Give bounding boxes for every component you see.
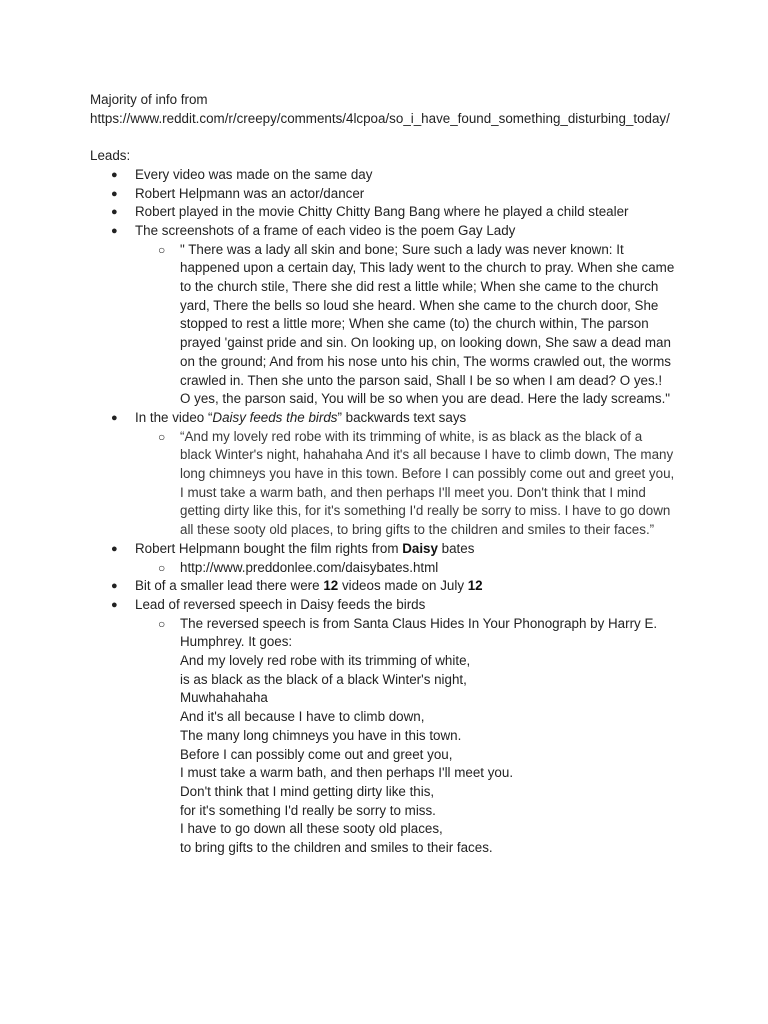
- lead-text: Lead of reversed speech in Daisy feeds the birds: [135, 596, 426, 612]
- bullet-icon: ●: [111, 168, 118, 181]
- backwards-sublist: [135, 428, 690, 540]
- lead-item-reversed-speech: [111, 596, 690, 858]
- lead-item-film-rights: [111, 540, 690, 577]
- poem-text: " There was a lady all skin and bone; Sure such a lady was never known: It happened upon a certain day, This lady went to the church to pray. When she came to the church stile, There she did rest a little while; When she came to the church yard, There the bells so loud she heard. When she came to the church door, She stopped to rest a little more; When she came (to) the church within, The parson prayed 'gainst pride and sin. On looking up, on looking down, She saw a dead man on the ground; And from his nose unto his chin, The worms crawled out, the worms crawled in. Then she unto the parson said, Shall I be so when I am dead? O yes.! O yes, the parson said, You will be so when you are dead. Here the lady screams.": [180, 241, 675, 407]
- leads-list: [90, 166, 690, 858]
- bullet-icon: ●: [111, 598, 118, 611]
- bullet-icon: ●: [111, 411, 118, 424]
- bullet-icon: ●: [111, 206, 118, 219]
- lead-item-poem: [111, 222, 690, 409]
- lead-text-post: bates: [437, 540, 475, 556]
- leads-heading: Leads:: [90, 148, 131, 164]
- source-label: Majority of info from: [90, 92, 208, 107]
- bold-daisy: Daisy: [402, 540, 438, 556]
- lead-item-twelve-videos: [111, 577, 690, 596]
- poem-sublist: [135, 241, 690, 409]
- backwards-text-item: [158, 428, 675, 540]
- bold-count: 12: [323, 578, 339, 594]
- source-url[interactable]: https://www.reddit.com/r/creepy/comments/4lcpoa/so_i_have_found_something_disturbing_today/: [90, 110, 670, 126]
- bullet-icon: ●: [111, 224, 118, 237]
- bullet-icon: ●: [111, 580, 118, 593]
- bold-day: 12: [467, 578, 483, 594]
- lead-text: Every video was made on the same day: [135, 166, 373, 182]
- hollow-bullet-icon: ○: [158, 429, 166, 444]
- lead-text-pre: Bit of a smaller lead there were: [135, 578, 324, 594]
- lead-item-same-day: [111, 166, 690, 185]
- reversed-speech-sublist: [135, 615, 690, 858]
- lead-text: Robert Helpmann was an actor/dancer: [135, 185, 365, 201]
- hollow-bullet-icon: ○: [158, 242, 166, 257]
- lead-text: The screenshots of a frame of each video is the poem Gay Lady: [135, 222, 516, 238]
- lead-item-movie: [111, 203, 690, 222]
- video-title: Daisy feeds the birds: [212, 409, 338, 425]
- hollow-bullet-icon: ○: [158, 560, 166, 575]
- film-rights-sublist: [135, 559, 690, 578]
- poem-text-item: [158, 241, 675, 409]
- bullet-icon: ●: [111, 542, 118, 555]
- lead-text-pre: Robert Helpmann bought the film rights from: [135, 540, 403, 556]
- bullet-icon: ●: [111, 187, 118, 200]
- lead-text: Robert played in the movie Chitty Chitty Bang Bang where he played a child stealer: [135, 204, 629, 220]
- hollow-bullet-icon: ○: [158, 616, 166, 631]
- reversed-speech-text: The reversed speech is from Santa Claus Hides In Your Phonograph by Harry E. Humphrey. It goes: And my lovely red robe with its trimming of white, is as black as the black of a black Winter's night, Muwhahahaha And it's all because I have to climb down, The many long chimneys you have in this town. Before I can possibly come out and greet you, I must take a warm bath, and then perhaps I'll meet you. Don't think that I mind getting dirty like this, for it's something I'd really be sorry to miss. I have to go down all these sooty old places, to bring gifts to the children and smiles to their faces.: [180, 615, 658, 856]
- lead-item-backwards-text: [111, 409, 690, 540]
- blank-line: [90, 128, 690, 147]
- lead-item-actor: [111, 185, 690, 204]
- lead-text-pre: In the video “: [135, 409, 213, 425]
- lead-text-mid: videos made on July: [338, 578, 468, 594]
- daisy-bates-link[interactable]: http://www.preddonlee.com/daisybates.html: [180, 559, 439, 575]
- reversed-speech-item: [158, 615, 675, 858]
- backwards-text: “And my lovely red robe with its trimming of white, is as black as the black of a black Winter's night, hahahaha And it's all because I have to climb down, The many long chimneys you have in this town. Before I can possibly come out and greet you, I must take a warm bath, and then perhaps I'll meet you. Don't think that I mind getting dirty like this, for it's something I'd really be sorry to miss. I have to go down all these sooty old places, to bring gifts to the children and smiles to their faces.”: [180, 428, 675, 538]
- lead-text-post: ” backwards text says: [337, 409, 467, 425]
- document-page: [90, 91, 690, 858]
- film-rights-link-item: [158, 559, 675, 578]
